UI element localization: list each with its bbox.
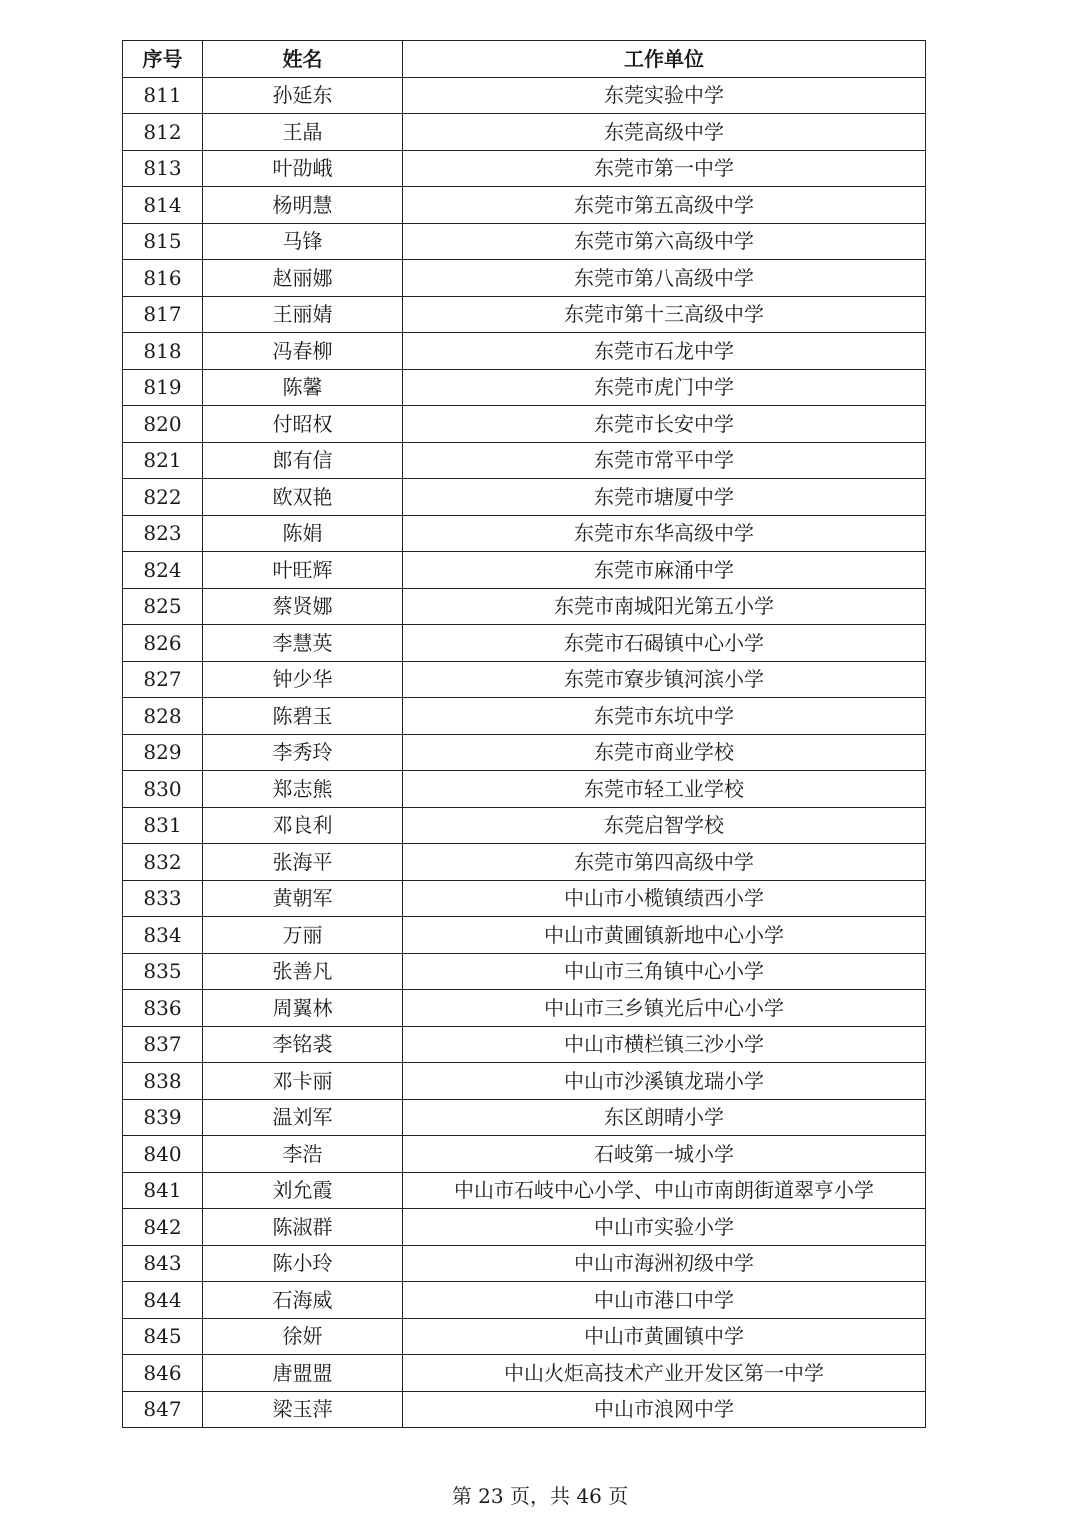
work-unit-cell: 东莞市东坑中学 <box>403 698 926 735</box>
table-row <box>123 1318 926 1355</box>
serial-number-cell: 815 <box>123 223 203 260</box>
work-unit-cell: 中山市小榄镇绩西小学 <box>403 880 926 917</box>
name-cell: 张善凡 <box>203 953 403 990</box>
name-cell: 徐妍 <box>203 1318 403 1355</box>
serial-number-cell: 812 <box>123 114 203 151</box>
table-row <box>123 880 926 917</box>
serial-number-cell: 829 <box>123 734 203 771</box>
work-unit-cell: 中山市沙溪镇龙瑞小学 <box>403 1063 926 1100</box>
serial-number-cell: 820 <box>123 406 203 443</box>
name-cell: 李秀玲 <box>203 734 403 771</box>
name-cell: 叶劭峨 <box>203 150 403 187</box>
header-work-unit: 工作单位 <box>403 41 926 78</box>
table-row <box>123 625 926 662</box>
table-row <box>123 333 926 370</box>
name-cell: 陈馨 <box>203 369 403 406</box>
serial-number-cell: 813 <box>123 150 203 187</box>
work-unit-cell: 东莞市轻工业学校 <box>403 771 926 808</box>
name-cell: 郎有信 <box>203 442 403 479</box>
name-cell: 张海平 <box>203 844 403 881</box>
work-unit-cell: 东区朗晴小学 <box>403 1099 926 1136</box>
serial-number-cell: 847 <box>123 1391 203 1428</box>
work-unit-cell: 东莞市寮步镇河滨小学 <box>403 661 926 698</box>
name-cell: 郑志熊 <box>203 771 403 808</box>
serial-number-cell: 822 <box>123 479 203 516</box>
header-name: 姓名 <box>203 41 403 78</box>
table-row <box>123 260 926 297</box>
work-unit-cell: 东莞市虎门中学 <box>403 369 926 406</box>
work-unit-cell: 东莞市石碣镇中心小学 <box>403 625 926 662</box>
work-unit-cell: 东莞市常平中学 <box>403 442 926 479</box>
table-row <box>123 990 926 1027</box>
serial-number-cell: 811 <box>123 77 203 114</box>
table-row <box>123 1209 926 1246</box>
work-unit-cell: 东莞市麻涌中学 <box>403 552 926 589</box>
work-unit-cell: 中山市黄圃镇新地中心小学 <box>403 917 926 954</box>
serial-number-cell: 845 <box>123 1318 203 1355</box>
name-cell: 刘允霞 <box>203 1172 403 1209</box>
table-row <box>123 369 926 406</box>
table-row <box>123 1245 926 1282</box>
name-cell: 石海威 <box>203 1282 403 1319</box>
page-number-footer: 第 23 页，共 46 页 <box>451 1484 629 1508</box>
name-cell: 万丽 <box>203 917 403 954</box>
work-unit-cell: 中山市浪网中学 <box>403 1391 926 1428</box>
work-unit-cell: 东莞市第六高级中学 <box>403 223 926 260</box>
serial-number-cell: 843 <box>123 1245 203 1282</box>
serial-number-cell: 830 <box>123 771 203 808</box>
work-unit-cell: 石岐第一城小学 <box>403 1136 926 1173</box>
serial-number-cell: 834 <box>123 917 203 954</box>
serial-number-cell: 825 <box>123 588 203 625</box>
work-unit-cell: 东莞市石龙中学 <box>403 333 926 370</box>
work-unit-cell: 中山市横栏镇三沙小学 <box>403 1026 926 1063</box>
work-unit-cell: 东莞市南城阳光第五小学 <box>403 588 926 625</box>
serial-number-cell: 826 <box>123 625 203 662</box>
name-cell: 赵丽娜 <box>203 260 403 297</box>
name-cell: 叶旺辉 <box>203 552 403 589</box>
name-cell: 孙延东 <box>203 77 403 114</box>
name-cell: 王晶 <box>203 114 403 151</box>
serial-number-cell: 816 <box>123 260 203 297</box>
serial-number-cell: 836 <box>123 990 203 1027</box>
serial-number-cell: 846 <box>123 1355 203 1392</box>
serial-number-cell: 838 <box>123 1063 203 1100</box>
work-unit-cell: 东莞市第一中学 <box>403 150 926 187</box>
work-unit-cell: 东莞市东华高级中学 <box>403 515 926 552</box>
table-row <box>123 661 926 698</box>
serial-number-cell: 818 <box>123 333 203 370</box>
work-unit-cell: 东莞市第四高级中学 <box>403 844 926 881</box>
name-cell: 李铭裘 <box>203 1026 403 1063</box>
table-row <box>123 296 926 333</box>
header-serial-number: 序号 <box>123 41 203 78</box>
serial-number-cell: 821 <box>123 442 203 479</box>
work-unit-cell: 东莞市第十三高级中学 <box>403 296 926 333</box>
table-row <box>123 807 926 844</box>
table-row <box>123 734 926 771</box>
work-unit-cell: 东莞实验中学 <box>403 77 926 114</box>
serial-number-cell: 828 <box>123 698 203 735</box>
name-cell: 蔡贤娜 <box>203 588 403 625</box>
table-row <box>123 150 926 187</box>
table-row <box>123 917 926 954</box>
work-unit-cell: 东莞市塘厦中学 <box>403 479 926 516</box>
name-cell: 马锋 <box>203 223 403 260</box>
work-unit-cell: 中山市海洲初级中学 <box>403 1245 926 1282</box>
table-row <box>123 1172 926 1209</box>
serial-number-cell: 831 <box>123 807 203 844</box>
name-cell: 付昭权 <box>203 406 403 443</box>
table-header-row <box>123 41 926 78</box>
serial-number-cell: 840 <box>123 1136 203 1173</box>
name-cell: 王丽婧 <box>203 296 403 333</box>
table-row <box>123 223 926 260</box>
work-unit-cell: 东莞市第五高级中学 <box>403 187 926 224</box>
table-row <box>123 1026 926 1063</box>
work-unit-cell: 中山市三乡镇光后中心小学 <box>403 990 926 1027</box>
serial-number-cell: 844 <box>123 1282 203 1319</box>
serial-number-cell: 833 <box>123 880 203 917</box>
name-cell: 唐盟盟 <box>203 1355 403 1392</box>
name-cell: 冯春柳 <box>203 333 403 370</box>
name-cell: 李慧英 <box>203 625 403 662</box>
name-cell: 欧双艳 <box>203 479 403 516</box>
table-row <box>123 442 926 479</box>
work-unit-cell: 东莞启智学校 <box>403 807 926 844</box>
table-row <box>123 771 926 808</box>
table-row <box>123 515 926 552</box>
work-unit-cell: 中山火炬高技术产业开发区第一中学 <box>403 1355 926 1392</box>
serial-number-cell: 827 <box>123 661 203 698</box>
work-unit-cell: 中山市三角镇中心小学 <box>403 953 926 990</box>
serial-number-cell: 819 <box>123 369 203 406</box>
name-cell: 邓良利 <box>203 807 403 844</box>
table-row <box>123 77 926 114</box>
table-row <box>123 552 926 589</box>
name-cell: 陈娟 <box>203 515 403 552</box>
name-cell: 杨明慧 <box>203 187 403 224</box>
table-body <box>123 77 926 1428</box>
table-row <box>123 114 926 151</box>
table-row <box>123 187 926 224</box>
table-row <box>123 953 926 990</box>
work-unit-cell: 中山市港口中学 <box>403 1282 926 1319</box>
table-row <box>123 1099 926 1136</box>
work-unit-cell: 中山市实验小学 <box>403 1209 926 1246</box>
serial-number-cell: 823 <box>123 515 203 552</box>
serial-number-cell: 835 <box>123 953 203 990</box>
serial-number-cell: 839 <box>123 1099 203 1136</box>
serial-number-cell: 824 <box>123 552 203 589</box>
work-unit-cell: 中山市黄圃镇中学 <box>403 1318 926 1355</box>
serial-number-cell: 814 <box>123 187 203 224</box>
table-row <box>123 698 926 735</box>
name-cell: 李浩 <box>203 1136 403 1173</box>
serial-number-cell: 832 <box>123 844 203 881</box>
serial-number-cell: 842 <box>123 1209 203 1246</box>
serial-number-cell: 841 <box>123 1172 203 1209</box>
table-row <box>123 1282 926 1319</box>
work-unit-cell: 东莞市第八高级中学 <box>403 260 926 297</box>
work-unit-cell: 中山市石岐中心小学、中山市南朗街道翠亨小学 <box>403 1172 926 1209</box>
name-cell: 梁玉萍 <box>203 1391 403 1428</box>
serial-number-cell: 817 <box>123 296 203 333</box>
serial-number-cell: 837 <box>123 1026 203 1063</box>
name-cell: 黄朝军 <box>203 880 403 917</box>
table-row <box>123 1063 926 1100</box>
name-cell: 邓卡丽 <box>203 1063 403 1100</box>
roster-table <box>122 40 926 1428</box>
name-cell: 温刘军 <box>203 1099 403 1136</box>
name-cell: 陈碧玉 <box>203 698 403 735</box>
name-cell: 周翼林 <box>203 990 403 1027</box>
table-row <box>123 844 926 881</box>
table-row <box>123 406 926 443</box>
table-row <box>123 588 926 625</box>
table-row <box>123 479 926 516</box>
table-row <box>123 1355 926 1392</box>
table-row <box>123 1391 926 1428</box>
name-cell: 陈小玲 <box>203 1245 403 1282</box>
name-cell: 陈淑群 <box>203 1209 403 1246</box>
name-cell: 钟少华 <box>203 661 403 698</box>
work-unit-cell: 东莞市商业学校 <box>403 734 926 771</box>
work-unit-cell: 东莞市长安中学 <box>403 406 926 443</box>
work-unit-cell: 东莞高级中学 <box>403 114 926 151</box>
table-row <box>123 1136 926 1173</box>
